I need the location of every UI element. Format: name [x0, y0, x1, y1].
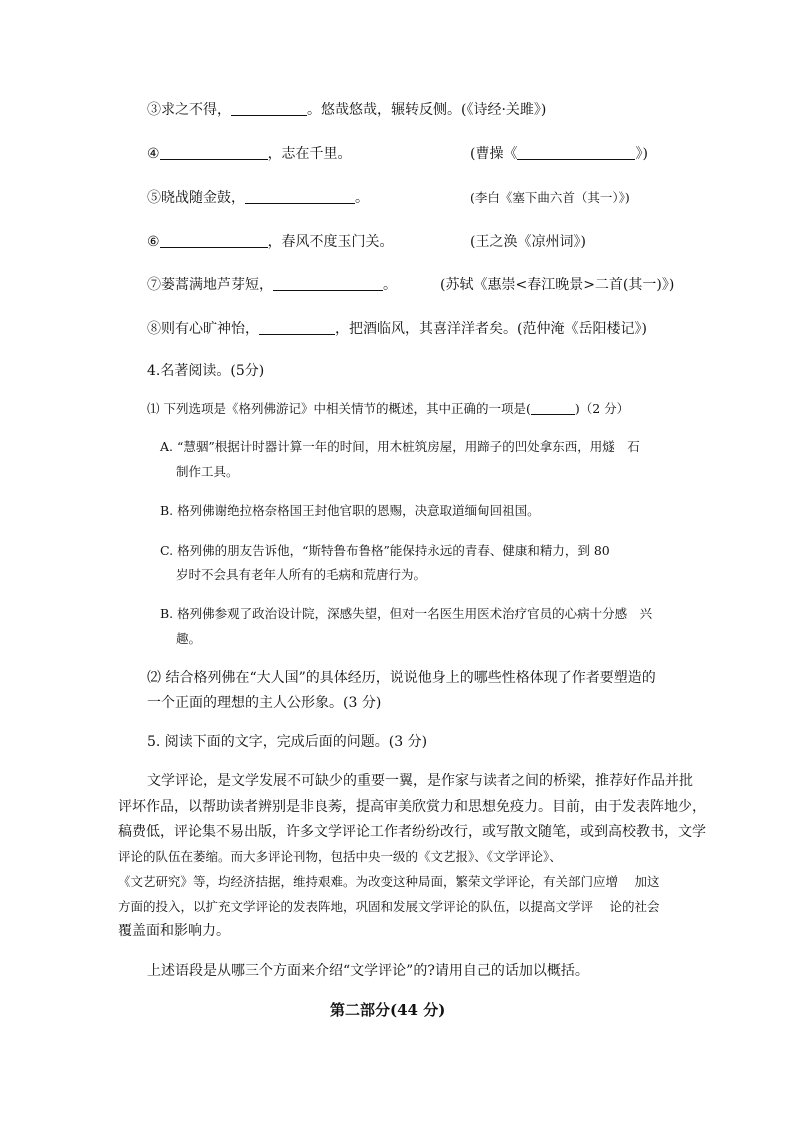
- passage-line: 评坏作品，以帮助读者辨别是非良莠，提高审美欣赏力和思想免疫力。目前，由于发表阵地少，: [118, 799, 706, 815]
- poem-item-8: ⑧则有心旷神怡， ，把酒临风，其喜洋洋者矣。(范仲淹《岳阳楼记》): [147, 321, 647, 337]
- answer-blank[interactable]: [245, 189, 355, 204]
- passage-line: 方面的投入，以扩充文学评论的发表阵地，巩固和发展文学评论的队伍，以提高文学评 论的社会: [118, 899, 660, 914]
- option-b: B. 格列佛谢绝拉格奈格国王封他官职的恩赐，决意取道缅甸回祖国。: [160, 503, 540, 518]
- poem-item-5: ⑤晓战随金鼓， 。: [147, 190, 369, 206]
- passage-line: 评论的队伍在萎缩。而大多评论刊物，包括中央一级的《文艺报》、《文学评论》、: [118, 849, 562, 864]
- answer-blank[interactable]: [160, 233, 268, 248]
- option-c-line1: C. 格列佛的朋友告诉他，“斯特鲁布鲁格”能保持永远的青春、健康和精力，到 80: [160, 543, 610, 558]
- option-d-line2: 趣。: [176, 631, 202, 646]
- passage-line: 覆盖面和影响力。: [118, 923, 230, 939]
- section-title: 第二部分(44 分): [330, 1001, 446, 1019]
- poem-item-3: ③求之不得， 。悠哉悠哉，辗转反侧。(《诗经·关雎》): [147, 102, 547, 118]
- question-5-prompt: 上述语段是从哪三个方面来介绍“文学评论”的?请用自己的话加以概括。: [147, 963, 589, 979]
- answer-blank[interactable]: [231, 101, 307, 116]
- question-4-header: 4.名著阅读。(5分): [147, 363, 265, 379]
- question-5-header: 5. 阅读下面的文字，完成后面的问题。(3 分): [147, 734, 428, 750]
- option-d-line1: B. 格列佛参观了政治设计院，深感失望，但对一名医生用医术治疗官员的心病十分感 兴: [160, 606, 653, 621]
- answer-blank[interactable]: [517, 145, 635, 160]
- poem-item-7: ⑦蒌蒿满地芦芽短， 。: [147, 277, 397, 293]
- poem-source-5: (李白《塞下曲六首（其一）》): [470, 190, 630, 205]
- answer-blank[interactable]: [273, 276, 383, 291]
- option-a-line2: 制作工具。: [176, 464, 239, 479]
- question-4-2-line2: 一个正面的理想的主人公形象。(3 分): [147, 695, 382, 711]
- poem-source-4: (曹操《 》): [470, 146, 648, 162]
- option-c-line2: 岁时不会具有老年人所有的毛病和荒唐行为。: [176, 567, 427, 582]
- passage-line: 稿费低，评论集不易出版，许多文学评论工作者纷纷改行，或写散文随笔，或到高校教书，文学: [118, 824, 706, 840]
- answer-blank[interactable]: [160, 145, 268, 160]
- answer-blank[interactable]: [531, 400, 575, 415]
- poem-source-7: (苏轼《惠崇<春江晚景>二首(其一)》): [440, 277, 675, 293]
- question-4-2-line1: ⑵ 结合格列佛在“大人国”的具体经历，说说他身上的哪些性格体现了作者要塑造的: [147, 670, 656, 686]
- passage-line: 文学评论，是文学发展不可缺少的重要一翼，是作家与读者之间的桥梁，推荐好作品并批: [147, 773, 693, 789]
- option-a-line1: A. “慧骃”根据计时器计算一年的时间，用木桩筑房屋，用蹄子的凹处拿东西，用燧 石: [160, 439, 640, 454]
- poem-item-4: ④ ，志在千里。: [147, 146, 352, 162]
- answer-blank[interactable]: [259, 320, 335, 335]
- poem-item-6: ⑥ ，春风不度玉门关。: [147, 234, 394, 250]
- passage-line: 《文艺研究》等，均经济拮据，维持艰难。为改变这种局面，繁荣文学评论，有关部门应增 加这: [118, 874, 660, 889]
- question-4-1: ⑴ 下列选项是《格列佛游记》中相关情节的概述，其中正确的一项是( )（2 分）: [147, 401, 630, 416]
- poem-source-6: (王之涣《凉州词》): [470, 234, 586, 250]
